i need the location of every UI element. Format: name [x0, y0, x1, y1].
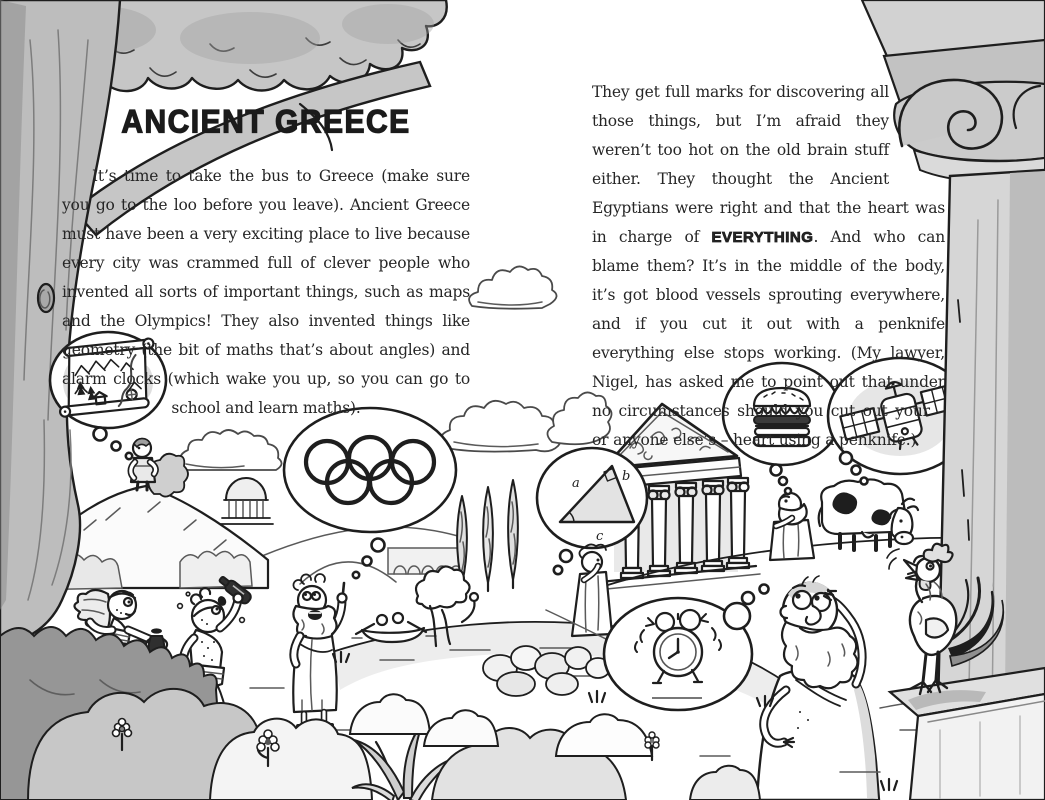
intro-paragraph: It’s time to take the bus to Greece (make sure you go to the loo before you leave). Ancient Greece must have been a very exciting place to live because every city was crammed full of clever people who invented all sorts of important things, such as maps and the Olympics! They also invented things like geometry (the bit of maths that’s about angles) and alarm clocks (which wake you up, so you can go to school and learn maths). — [62, 166, 470, 417]
column-text-wrap-spacer — [889, 78, 945, 174]
triangle-label-c: c — [596, 529, 604, 544]
small-cloud — [469, 266, 556, 308]
triangle-label-a: a — [572, 476, 580, 491]
waving-creature — [462, 600, 475, 622]
body-text-everything: EVERYTHING — [711, 228, 814, 246]
thinking-man — [757, 576, 879, 800]
body-paragraph — [592, 78, 945, 455]
body-text-before: They get full marks for discovering all those things, but I’m afraid they weren’t too hot on the old brain stuff either. They thought the Ancient Egyptians were right and that the heart was in charge of — [592, 82, 945, 246]
tholos-temple — [219, 478, 273, 524]
page-title: ANCIENT GREECE — [121, 104, 411, 141]
cypress-trees — [457, 480, 518, 594]
triangle-label-b: b — [622, 469, 631, 484]
hamburger-dreamer — [770, 493, 814, 560]
cow — [819, 479, 918, 550]
body-text-after: . And who can blame them? It’s in the middle of the body, it’s got blood vessels sprouting everywhere, and if you cut it out with a penknife everything else stops working. (My lawyer, Nigel, has asked me to point out that under no circumstances should you cut out your – or anyone else’s – heart using a penknife.) — [592, 227, 945, 449]
